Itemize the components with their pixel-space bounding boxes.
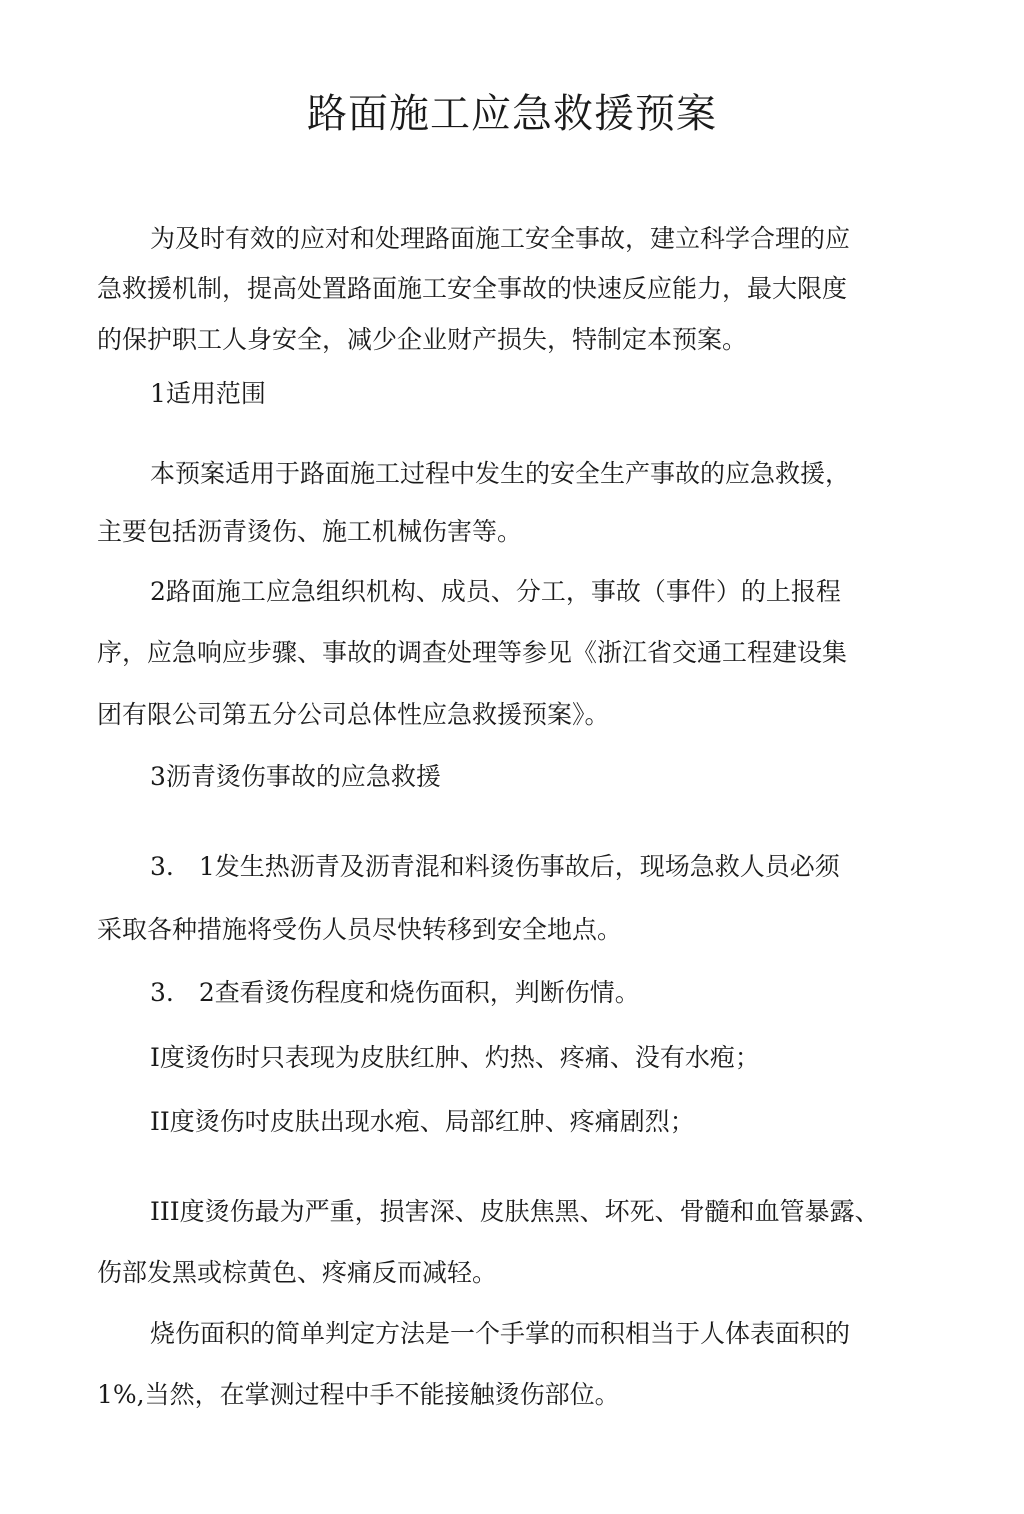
paragraph-line: 3. 2查看烫伤程度和烧伤面积，判断伤情。 [150,978,640,1007]
section-heading: 3沥青烫伤事故的应急救援 [150,762,441,791]
document-title: 路面施工应急救援预案 [307,91,717,137]
paragraph-line: 2路面施工应急组织机构、成员、分工，事故（事件）的上报程 [150,577,841,606]
paragraph-line: 主要包括沥青烫伤、施工机械伤害等。 [97,517,523,546]
paragraph-line: III度烫伤最为严重，损害深、皮肤焦黑、坏死、骨髓和血管暴露、 [150,1197,880,1226]
paragraph-line: 本预案适用于路面施工过程中发生的安全生产事故的应急救援， [150,459,851,488]
paragraph-line: II度烫伤吋皮肤出现水疱、局部红肿、疼痛剧烈； [150,1107,695,1136]
section-heading: 1适用范围 [150,379,266,408]
paragraph-line: 为及时有效的应对和处理路面施工安全事故，建立科学合理的应 [150,224,851,253]
paragraph-line: 3. 1发生热沥青及沥青混和料烫伤事故后，现场急救人员必须 [150,852,840,881]
paragraph-line: 序，应急响应步骤、事故的调查处理等参见《浙江省交通工程建设集 [97,638,848,667]
paragraph-line: 的保护职工人身安全，减少企业财产损失，特制定本预案。 [97,325,748,354]
paragraph-line: 1%,当然，在掌测过程中手不能接触烫伤部位。 [97,1380,620,1409]
paragraph-line: 采取各种措施将受伤人员尽快转移到安全地点。 [97,915,623,944]
paragraph-line: 团有限公司第五分公司总体性应急救援预案》。 [97,700,610,729]
paragraph-line: 烧伤面积的简单判定方法是一个手掌的而积相当于人体表面积的 [150,1319,851,1348]
paragraph-line: I度烫伤时只表现为皮肤红肿、灼热、疼痛、没有水疱； [150,1043,760,1072]
paragraph-line: 急救援机制，提高处置路面施工安全事故的快速反应能力，最大限度 [97,274,848,303]
paragraph-line: 伤部发黑或棕黄色、疼痛反而减轻。 [97,1258,498,1287]
